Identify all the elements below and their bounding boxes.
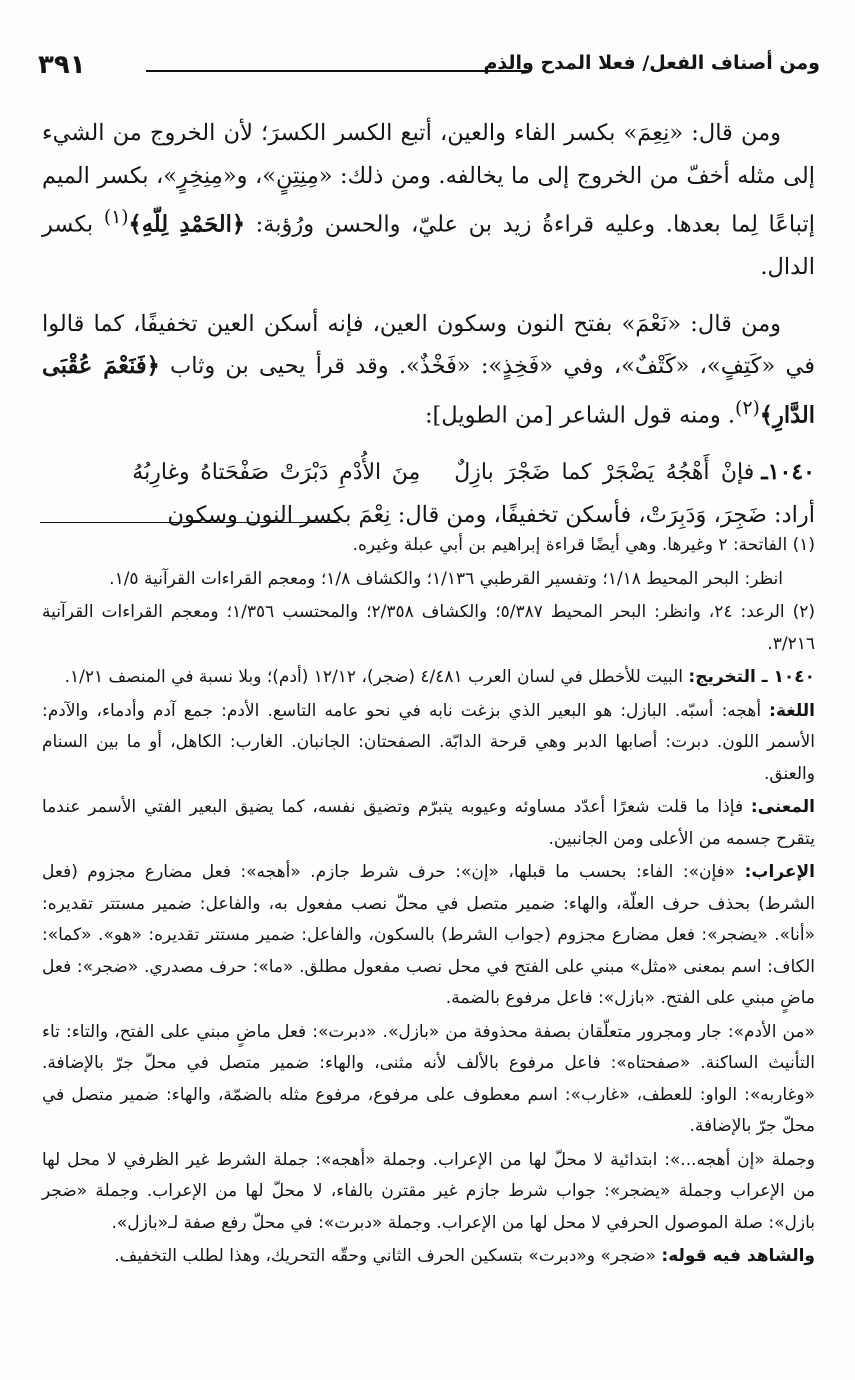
- note-text: «فإن»: الفاء: بحسب ما قبلها، «إن»: حرف شرط جازم. «أهجه»: فعل مضارع مجزوم (فعل الشرط) بحذف حرف العلّة، والهاء: ضمير متصل في محلّ نصب مفعول به، والفاعل: ضمير مستتر تقديره: «أنا». «يضجر»: فعل مضارع مجزوم (جواب الشرط) بالسكون، والفاعل: ضمير مستتر تقديره: «هو». «كما»: الكاف: اسم بمعنى «مثل» مبني على الفتح في محل نصب مفعول مطلق. «ما»: حرف مصدري. «ضجر»: فعل ماضٍ مبني على الفتح. «بازل»: فاعل مرفوع بالضمة.: [42, 862, 815, 1008]
- note-takhrij: [42, 662, 815, 694]
- note-label: المعنى:: [750, 797, 815, 817]
- paragraph-text: ومن قال: «نَعْمَ» بفتح النون وسكون العين، فإنه أسكن العين تخفيفًا، كما قالوا في «كَتِفٍ»، «كَتْفٌ»، وفي «فَخِذٍ»: «فَخْذٌ». وقد قرأ يحيى بن وثاب: [42, 310, 815, 379]
- footnote-1: (١) الفاتحة: ٢ وغيرها. وهي أيضًا قراءة إبراهيم بن أبي عبلة وغيره.: [352, 535, 815, 555]
- note-label: اللغة:: [769, 700, 815, 721]
- poetry-verse: [42, 451, 815, 495]
- footnote-ref: (٢): [735, 397, 760, 419]
- note-text: أهجه: أسبّه. البازل: هو البعير الذي بزغت نابه في نحو عامه التاسع. الأدم: جمع آدم وأدماء، والآدم: الأسمر اللون. دبرت: أصابها الدبر وهي قرحة الدابّة. الصفحتان: الجانبان. الغارب: الكاهل، أو ما بين السنام والعنق.: [42, 700, 815, 784]
- note-label: والشاهد فيه قوله:: [661, 1246, 815, 1266]
- note-irab-2: «من الأدم»: جار ومجرور متعلّقان بصفة محذوفة من «بازل». «دبرت»: فعل ماضٍ مبني على الفتح، والتاء: تاء التأنيث الساكنة. «صفحتاه»: فاعل مرفوع بالألف لأنه مثنى، والهاء: ضمير متصل في محلّ جرّ بالإضافة. «وغاربه»: الواو: للعطف، «غارب»: اسم معطوف على مرفوع، مرفوع مثله بالضمّة، والهاء: ضمير متصل في محلّ جرّ بالإضافة.: [42, 1021, 815, 1136]
- header-title: ومن أصناف الفعل/ فعلا المدح والذم: [483, 52, 820, 74]
- note-maana: [42, 792, 815, 855]
- footnote-1-continuation: انظر: البحر المحيط ١/١٨؛ وتفسير القرطبي ١/١٣٦؛ والكشاف ١/٨؛ ومعجم القراءات القرآنية ١/٥.: [109, 568, 783, 589]
- note-irab: [42, 857, 815, 1015]
- footnote-ref: (١): [103, 207, 129, 228]
- paragraph-naama: [42, 303, 815, 437]
- paragraph-arad: أراد: ضَجِرَ، وَدَبِرَتْ، فأسكن تخفيفًا، ومن قال: نِعْمَ بكسر النون وسكون: [167, 502, 815, 528]
- verse-first-hemistich: فإنْ أَهْجُهُ يَضْجَرْ كما ضَجْرَ بازِلٌ: [454, 459, 755, 485]
- quran-quote: ﴿فَنَعْمَ عُقْبَى الدَّارِ﴾: [42, 353, 815, 428]
- note-shahid: [42, 1241, 815, 1273]
- page-number: ٣٩١: [38, 50, 86, 80]
- note-irab-3: وجملة «إن أهجه...»: ابتدائية لا محلّ لها من الإعراب. وجملة «أهجه»: جملة الشرط غير الظرفي لا محل لها من الإعراب وجملة «يضجر»: جواب شرط جازم غير مقترن بالفاء، لا محلّ لها من الإعراب. وجملة «ضجر بازل»: صلة الموصول الحرفي لا محل لها من الإعراب. وجملة «دبرت»: في محلّ رفع صفة لـ«بازل».: [42, 1149, 815, 1233]
- note-text: «ضجر» و«دبرت» بتسكين الحرف الثاني وحقّه التحريك، وهذا لطلب التخفيف.: [114, 1246, 657, 1266]
- paragraph-text: ومن قال: «نِعِمَ» بكسر الفاء والعين، أتبع الكسر الكسرَ؛ لأن الخروج من الشيء إلى مثله أخفّ من الخروج إلى ما يخالفه. ومن ذلك: «مِنِتِنٍ»، و«مِنِخِرٍ»، بكسر الميم إتباعًا لِما بعدها. وعليه قراءةُ زيد بن عليّ، والحسن ورُؤبة:: [42, 120, 815, 238]
- footnote-2: (٢) الرعد: ٢٤، وانظر: البحر المحيط ٥/٣٨٧؛ والكشاف ٢/٣٥٨؛ والمحتسب ١/٣٥٦؛ ومعجم القراءات القرآنية ٣/٢١٦.: [42, 602, 815, 654]
- main-text: [42, 112, 815, 537]
- running-header: [38, 50, 820, 84]
- paragraph-text: بكسر الدال.: [42, 211, 815, 280]
- verse-second-hemistich: مِنَ الأُدْمِ دَبْرَتْ صَفْحَتاهُ وغارِبُهُ: [132, 459, 421, 485]
- verse-number: ١٠٤٠ـ: [761, 458, 815, 485]
- notes-section: [42, 530, 815, 1273]
- footnote-separator: [40, 522, 340, 523]
- header-rule: [146, 70, 528, 72]
- note-lugha: [42, 696, 815, 791]
- paragraph-nieima: [42, 112, 815, 289]
- paragraph-text: . ومنه قول الشاعر [من الطويل]:: [424, 402, 736, 428]
- note-text: البيت للأخطل في لسان العرب ٤/٤٨١ (ضجر)، ١٢/١٢ (أدم)؛ وبلا نسبة في المنصف ١/٢١.: [64, 667, 684, 687]
- quran-quote: ﴿الحَمْدِ لِلّهِ﴾: [128, 211, 246, 238]
- note-label: ١٠٤٠ ـ التخريج:: [688, 667, 815, 687]
- note-text: فإذا ما قلت شعرًا أعدّد مساوئه وعيوبه يتبرّم وتضيق نفسه، كما يضيق البعير الفتي الأسمر عندما يتقرح جسمه من الأعلى ومن الجانبين.: [42, 797, 815, 849]
- note-label: الإعراب:: [744, 862, 815, 882]
